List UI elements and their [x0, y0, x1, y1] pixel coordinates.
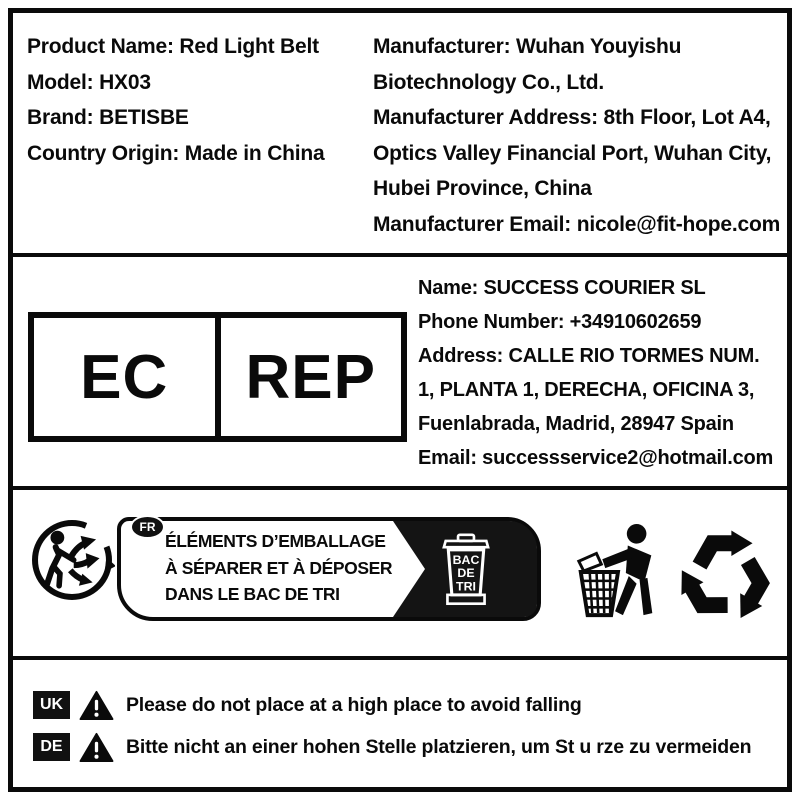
de-language-badge: DE [33, 733, 70, 761]
sorting-line: ÉLÉMENTS D’EMBALLAGE [165, 531, 386, 551]
warning-text-de: Bitte nicht an einer hohen Stelle platzieren, um St u rze zu vermeiden [126, 735, 752, 758]
eu-rep-contact-block [418, 271, 773, 475]
sorting-line: À SÉPARER ET À DÉPOSER [165, 557, 393, 578]
ec-rep-symbol [28, 312, 407, 442]
model-line: Model: HX03 [27, 70, 151, 94]
ec-rep-left-cell: EC [80, 342, 169, 412]
rep-name-line: Name: SUCCESS COURIER SL [418, 277, 706, 299]
rep-phone-line: Phone Number: +34910602659 [418, 311, 702, 333]
product-name-line: Product Name: Red Light Belt [27, 35, 319, 58]
label-border [8, 8, 792, 792]
manufacturer-address-line: Manufacturer Address: 8th Floor, Lot A4, [373, 106, 771, 129]
manufacturer-address-line: Optics Valley Financial Port, Wuhan City, [373, 141, 772, 165]
sorting-instructions [165, 528, 392, 608]
manufacturer-line: Biotechnology Co., Ltd. [373, 70, 605, 94]
sorting-bin-icon [439, 533, 493, 614]
ec-rep-right-cell: REP [215, 318, 402, 436]
info-tri-banner [117, 517, 541, 621]
section-divider [13, 656, 787, 660]
rep-address-line: Fuenlabrada, Madrid, 28947 Spain [418, 413, 734, 435]
fr-country-badge: FR [130, 515, 165, 539]
section-divider [13, 253, 787, 257]
svg-text:BAC: BAC [452, 552, 480, 567]
product-info-block [27, 29, 325, 171]
rep-email-line: Email: successservice2@hotmail.com [418, 447, 774, 469]
rep-address-line: Address: CALLE RIO TORMES NUM. [418, 345, 760, 367]
manufacturer-line: Manufacturer: Wuhan Youyishu [373, 35, 682, 58]
warning-text-en: Please do not place at a high place to avoid falling [126, 693, 582, 716]
tidyman-icon [569, 521, 667, 630]
triman-icon [29, 513, 115, 612]
section-divider [13, 486, 787, 490]
recycling-icon [671, 521, 779, 632]
uk-language-badge: UK [33, 691, 70, 719]
sorting-line: DANS LE BAC DE TRI [165, 584, 340, 604]
svg-text:DE: DE [457, 566, 475, 581]
manufacturer-address-line: Hubei Province, China [373, 177, 592, 200]
brand-line: Brand: BETISBE [27, 106, 189, 129]
manufacturer-email-line: Manufacturer Email: nicole@fit-hope.com [373, 212, 781, 236]
country-origin-line: Country Origin: Made in China [27, 141, 325, 165]
svg-text:TRI: TRI [456, 579, 476, 594]
warning-triangle-icon [79, 690, 114, 721]
warning-row-de [33, 731, 751, 763]
manufacturer-info-block [373, 29, 780, 242]
warning-triangle-icon [79, 732, 114, 763]
warning-row-uk [33, 689, 582, 721]
rep-address-line: 1, PLANTA 1, DERECHA, OFICINA 3, [418, 379, 755, 401]
